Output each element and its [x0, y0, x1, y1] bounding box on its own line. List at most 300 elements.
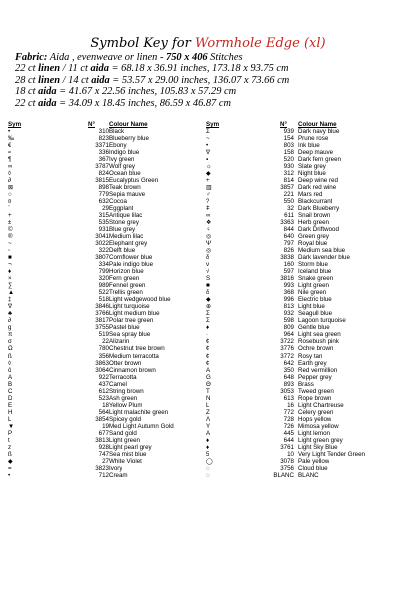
table-row: [8, 388, 204, 395]
symbol: =: [8, 464, 12, 472]
table-row: [206, 191, 411, 198]
dmc-number: 10: [287, 450, 294, 458]
table-row: [206, 240, 411, 247]
colour-name: Light green: [298, 282, 329, 290]
table-row: [8, 458, 204, 465]
dmc-number: 154: [283, 135, 294, 143]
dmc-number: 3041: [95, 233, 109, 241]
dmc-number: 550: [283, 198, 294, 206]
symbol: ♦: [206, 443, 210, 451]
colour-name: Iceland blue: [298, 268, 332, 276]
colour-name: Rope brown: [298, 394, 332, 402]
table-row: [8, 465, 204, 472]
colour-name: Light sea green: [298, 331, 341, 339]
symbol: ∇: [206, 149, 211, 157]
symbol: ±: [8, 219, 12, 227]
symbol: ◌: [206, 464, 210, 472]
dmc-number: BLANC: [273, 471, 294, 479]
dmc-number: 19: [102, 422, 109, 430]
table-row: [206, 395, 411, 402]
table-row: [8, 219, 204, 226]
table-row: [206, 388, 411, 395]
colour-name: Antique lilac: [109, 212, 143, 220]
dmc-number: 813: [283, 303, 294, 311]
dmc-number: 928: [98, 443, 109, 451]
symbol: ©: [8, 226, 13, 234]
fabric-value: Aida , evenweave or linen -: [47, 52, 167, 63]
symbol: ¤: [8, 198, 12, 206]
colour-name: Light medium blue: [109, 310, 160, 318]
dmc-number: 315: [98, 212, 109, 220]
symbol: ≈: [8, 149, 12, 157]
table-row: [8, 142, 204, 149]
table-row: [206, 268, 411, 275]
symbol: ◦: [8, 247, 11, 255]
symbol: ■: [8, 254, 12, 262]
dmc-number: 336: [98, 149, 109, 157]
colour-name: Cream: [109, 471, 128, 479]
symbol-key-title: [0, 36, 416, 52]
colour-name: Celery green: [298, 408, 334, 416]
title-prefix: Symbol Key for: [90, 36, 191, 51]
dmc-number: 3772: [280, 352, 294, 360]
table-row: [8, 430, 204, 437]
symbol: A: [206, 429, 211, 437]
colour-name: Light Sky Blue: [298, 443, 338, 451]
table-row: [8, 205, 204, 212]
symbol: ¢: [206, 338, 210, 346]
dmc-number: 29: [102, 205, 109, 213]
symbol: ◆: [206, 170, 211, 178]
symbol: ô: [8, 366, 12, 374]
symbol: ¶: [8, 156, 12, 164]
dmc-number: 799: [98, 268, 109, 276]
colour-name: Sand gold: [109, 429, 137, 437]
colour-name: Trellis green: [109, 289, 143, 297]
colour-name: Tweed green: [298, 387, 334, 395]
table-row: [8, 437, 204, 444]
size-count: 18 ct: [15, 86, 39, 98]
size-fabric: aida: [38, 86, 57, 98]
colour-name: Rosebush pink: [298, 338, 339, 346]
table-row: [206, 374, 411, 381]
colour-name: Ivory: [109, 464, 123, 472]
colour-name: Blueberry blue: [109, 135, 149, 143]
table-row: [206, 261, 411, 268]
dmc-number: 32: [287, 205, 294, 213]
dmc-number: 797: [283, 240, 294, 248]
size-count: 22 ct: [15, 97, 39, 109]
table-row: [206, 170, 411, 177]
size-dims: = 34.09 x 18.45 inches, 86.59 x 46.87 cm: [56, 97, 231, 109]
dmc-number: 334: [98, 261, 109, 269]
symbol: ◌: [206, 471, 210, 479]
table-row: [206, 198, 411, 205]
table-row: [8, 324, 204, 331]
size-dims: = 41.67 x 22.56 inches, 105.83 x 57.29 cm: [56, 86, 237, 98]
colour-name: Hops yellow: [298, 415, 332, 423]
colour-name: Light pearl grey: [109, 443, 152, 451]
colour-name: Deep wine red: [298, 177, 338, 185]
symbol: Ω: [8, 345, 13, 353]
symbol: A: [8, 373, 13, 381]
colour-name: Dark lavender blue: [298, 254, 350, 262]
table-row: [206, 345, 411, 352]
symbol: ◎: [206, 247, 212, 255]
table-row: [206, 458, 411, 465]
dmc-number: 712: [98, 471, 109, 479]
table-row: [206, 233, 411, 240]
dmc-number: 613: [283, 394, 294, 402]
colour-name: Ebony: [109, 142, 127, 150]
table-row: [8, 444, 204, 451]
table-row: [206, 156, 411, 163]
table-row: [8, 338, 204, 345]
symbol: ◯: [206, 457, 213, 465]
table-row: [206, 472, 411, 479]
dmc-number: 3761: [280, 443, 294, 451]
dmc-number: 597: [283, 268, 294, 276]
dmc-number: 3766: [95, 310, 109, 318]
table-row: [8, 360, 204, 367]
table-row: [206, 360, 411, 367]
right-header-no: N°: [280, 121, 287, 128]
table-row: [206, 465, 411, 472]
size-fabric: aida: [38, 97, 57, 109]
colour-name: Snail brown: [298, 212, 331, 220]
table-row: [8, 374, 204, 381]
dmc-number: 3813: [95, 436, 109, 444]
table-row: [8, 402, 204, 409]
table-row: [206, 163, 411, 170]
colour-name: Alizarin: [109, 338, 130, 346]
colour-name: Very Light Tender Green: [298, 450, 365, 458]
colour-name: Sepia mauve: [109, 191, 146, 199]
table-row: [8, 451, 204, 458]
table-row: [206, 437, 411, 444]
colour-name: Snake green: [298, 275, 334, 283]
colour-name: Green grey: [298, 233, 329, 241]
symbol: ×: [8, 275, 12, 283]
table-row: [8, 170, 204, 177]
table-row: [206, 416, 411, 423]
colour-name: Black: [109, 128, 125, 135]
colour-name: Medium sea blue: [298, 247, 346, 255]
symbol: Σ: [206, 128, 210, 135]
symbol: •: [8, 128, 11, 135]
dmc-number: 3857: [280, 184, 294, 192]
symbol: Θ: [206, 380, 211, 388]
table-row: [8, 409, 204, 416]
table-row: [8, 163, 204, 170]
symbol: ◊: [8, 170, 12, 178]
table-row: [206, 353, 411, 360]
table-row: [206, 219, 411, 226]
dmc-number: 772: [283, 408, 294, 416]
left-header-name: Colour Name: [109, 121, 148, 128]
table-row: [8, 156, 204, 163]
size-fabric2: aida: [90, 63, 109, 75]
dmc-number: 3756: [280, 464, 294, 472]
colour-name: White Violet: [109, 457, 142, 465]
colour-name: Chestnut tree brown: [109, 345, 165, 353]
symbol: ∑: [8, 282, 13, 290]
symbol: ♦: [206, 436, 210, 444]
symbol: ∇: [8, 303, 13, 311]
table-row: [8, 233, 204, 240]
dmc-number: 158: [283, 149, 294, 157]
symbol: ∞: [8, 163, 13, 171]
colour-name: Mimosa yellow: [298, 422, 339, 430]
symbol: ¢: [206, 345, 210, 353]
symbol: €: [8, 142, 12, 150]
table-row: [206, 324, 411, 331]
colour-name: Dark red wine: [298, 184, 337, 192]
dmc-number: 780: [98, 345, 109, 353]
table-row: [8, 128, 204, 135]
colour-name: Fern green: [109, 275, 140, 283]
table-row: [8, 289, 204, 296]
symbol: Z: [206, 408, 210, 416]
size-line: [15, 63, 413, 74]
fabric-label: Fabric:: [15, 52, 48, 63]
colour-name: Stone grey: [109, 219, 139, 227]
colour-name: Ocean blue: [109, 170, 141, 178]
symbol: √: [206, 268, 210, 276]
colour-name: Red vermillion: [298, 366, 338, 374]
symbol: ▥: [206, 184, 212, 192]
dmc-number: 3854: [95, 415, 109, 423]
dmc-number: 640: [283, 233, 294, 241]
dmc-number: 3371: [95, 142, 109, 150]
colour-name: Prune rose: [298, 135, 329, 143]
left-header-no: N°: [88, 121, 95, 128]
size-mid: / 11 ct: [60, 63, 91, 75]
dmc-number: 320: [98, 275, 109, 283]
colour-name: Ivy green: [109, 156, 135, 164]
dmc-number: 3053: [280, 387, 294, 395]
table-row: [8, 395, 204, 402]
colour-name: Wolf grey: [109, 163, 136, 171]
table-row: [8, 345, 204, 352]
dmc-number: 728: [283, 415, 294, 423]
symbol: •: [206, 142, 209, 150]
table-row: [206, 338, 411, 345]
dmc-number: 3787: [95, 163, 109, 171]
symbol: ß: [8, 352, 12, 360]
symbol: ○: [8, 191, 12, 199]
colour-name: Slate grey: [298, 163, 326, 171]
symbol: Y: [206, 422, 211, 430]
table-row: [8, 282, 204, 289]
dmc-number: 612: [98, 387, 109, 395]
colour-name: Blackcurrant: [298, 198, 333, 206]
table-row: [8, 416, 204, 423]
table-row: [206, 303, 411, 310]
size-line: [15, 86, 413, 97]
left-header-sym: Sym: [8, 121, 22, 128]
dmc-number: 322: [98, 247, 109, 255]
dmc-number: 598: [283, 317, 294, 325]
dmc-number: 3838: [280, 254, 294, 262]
symbol: ♦: [206, 324, 210, 332]
symbol: σ: [8, 338, 12, 346]
table-row: [206, 444, 411, 451]
colour-name: Rosy tan: [298, 352, 323, 360]
dmc-number: 18: [102, 401, 109, 409]
dmc-number: 518: [98, 296, 109, 304]
table-row: [8, 240, 204, 247]
dmc-number: 3776: [280, 345, 294, 353]
dmc-number: 803: [283, 142, 294, 150]
colour-name: Herb green: [298, 219, 329, 227]
symbol: ◆: [206, 296, 211, 304]
symbol: B: [8, 380, 13, 388]
table-row: [8, 212, 204, 219]
symbol: ν: [206, 261, 210, 269]
colour-name: Dark fern green: [298, 156, 341, 164]
colour-name: Light malachite green: [109, 408, 169, 416]
colour-name: Pastel blue: [109, 324, 140, 332]
symbol: ♂: [206, 191, 211, 199]
dmc-number: 823: [98, 135, 109, 143]
symbol: π: [8, 331, 13, 339]
colour-name: Brass: [298, 380, 314, 388]
colour-name: Spicey gold: [109, 415, 141, 423]
colour-name: Blue grey: [109, 226, 136, 234]
dmc-number: 922: [98, 373, 109, 381]
colour-name: Polar tree green: [109, 317, 154, 325]
colour-name: Eggplant: [109, 205, 134, 213]
colour-name: Cloud blue: [298, 464, 328, 472]
size-fabric: linen: [38, 74, 61, 86]
colour-name: Ash green: [109, 394, 138, 402]
dmc-number: 3363: [280, 219, 294, 227]
colour-name: Deep mauve: [298, 149, 334, 157]
symbol: ß: [8, 450, 12, 458]
dmc-number: 310: [98, 128, 109, 135]
colour-name: Med Light Autumn Gold: [109, 422, 174, 430]
table-row: [206, 317, 411, 324]
symbol: ☼: [206, 163, 212, 171]
symbol: ∂: [8, 177, 12, 185]
symbol: S: [206, 275, 211, 283]
size-dims: = 53.57 x 29.00 inches, 136.07 x 73.66 cm: [109, 74, 290, 86]
table-row: [206, 367, 411, 374]
symbol: ■: [206, 282, 210, 290]
symbol: N: [206, 394, 211, 402]
dmc-number: 312: [283, 170, 294, 178]
dmc-number: 22: [102, 338, 109, 346]
symbol: δ: [206, 254, 210, 262]
symbol: ?: [206, 198, 210, 206]
symbol: ∂: [8, 317, 12, 325]
table-row: [8, 381, 204, 388]
table-row: [206, 184, 411, 191]
table-row: [206, 142, 411, 149]
table-row: [206, 254, 411, 261]
dmc-number: 726: [283, 422, 294, 430]
symbol: ¨: [8, 205, 11, 213]
symbol: P: [8, 429, 13, 437]
colour-name: Light green grey: [298, 436, 343, 444]
dmc-number: 3022: [95, 240, 109, 248]
dmc-number: 644: [283, 436, 294, 444]
dmc-number: 16: [287, 401, 294, 409]
colour-name: Dark Driftwood: [298, 226, 339, 234]
table-row: [206, 451, 411, 458]
table-row: [8, 472, 204, 479]
colour-name: Ink blue: [298, 142, 320, 150]
symbol: ·: [206, 331, 209, 339]
table-row: [8, 149, 204, 156]
colour-name: Eucalyptus Green: [109, 177, 159, 185]
table-row: [206, 128, 411, 135]
dmc-number: 3816: [280, 275, 294, 283]
dmc-number: 844: [283, 226, 294, 234]
symbol: •: [8, 471, 11, 479]
symbol: +: [8, 212, 12, 220]
dmc-number: 221: [283, 191, 294, 199]
dmc-number: 523: [98, 394, 109, 402]
table-row: [8, 367, 204, 374]
fabric-line: [15, 52, 413, 63]
table-row: [8, 261, 204, 268]
dmc-number: 814: [283, 177, 294, 185]
dmc-number: 964: [283, 331, 294, 339]
colour-name: Camel: [109, 380, 127, 388]
colour-name: Dark Blueberry: [298, 205, 340, 213]
symbol: ❖: [206, 219, 212, 227]
dmc-number: 642: [283, 359, 294, 367]
symbol: +: [206, 177, 210, 185]
colour-name: Ochre brown: [298, 345, 334, 353]
colour-name: Delft blue: [109, 247, 136, 255]
table-row: [8, 296, 204, 303]
table-row: [206, 149, 411, 156]
colour-name: Royal blue: [298, 240, 328, 248]
colour-name: String brown: [109, 387, 144, 395]
dmc-number: 779: [98, 191, 109, 199]
colour-name: Elephant grey: [109, 240, 148, 248]
colour-name: Pepper grey: [298, 373, 332, 381]
symbol: ¬: [8, 261, 12, 269]
colour-name: Dark navy blue: [298, 128, 340, 135]
colour-name: Mars red: [298, 191, 323, 199]
size-fabric: linen: [38, 63, 61, 75]
dmc-number: 677: [98, 429, 109, 437]
symbol: Ψ: [206, 240, 212, 248]
symbol: ⊕: [206, 303, 212, 311]
table-row: [206, 402, 411, 409]
colour-name: BLANC: [298, 471, 319, 479]
dmc-number: 993: [283, 282, 294, 290]
colour-name: Otter brown: [109, 359, 142, 367]
dmc-number: 27: [102, 457, 109, 465]
table-row: [8, 303, 204, 310]
dmc-number: 350: [283, 366, 294, 374]
colour-name: Yellow Plum: [109, 401, 143, 409]
dmc-number: 3815: [95, 177, 109, 185]
symbol: E: [8, 401, 13, 409]
colour-name: Light blue: [298, 303, 325, 311]
right-header-sym: Sym: [206, 121, 220, 128]
colour-name: Gentle blue: [298, 324, 330, 332]
colour-name: Horizon blue: [109, 268, 144, 276]
dmc-number: 3064: [95, 366, 109, 374]
table-row: [206, 423, 411, 430]
table-row: [206, 177, 411, 184]
